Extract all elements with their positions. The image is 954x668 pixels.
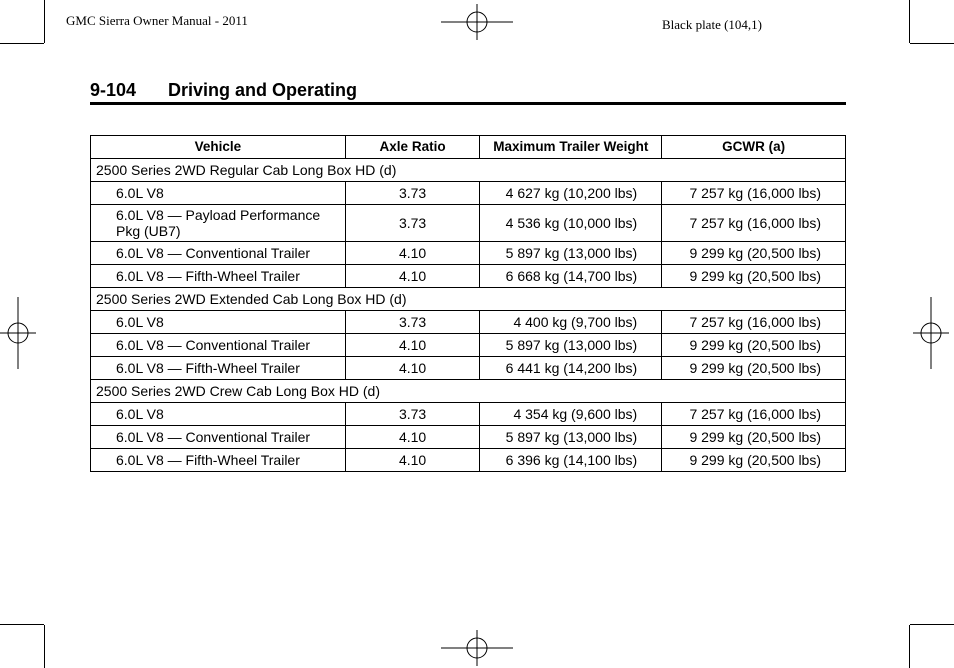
table-row (91, 311, 846, 334)
gcwr-cell: 9 299 kg (20,500 lbs) (662, 357, 846, 380)
column-header: Axle Ratio (345, 136, 480, 159)
vehicle-cell: 6.0L V8 — Payload Performance Pkg (UB7) (91, 205, 346, 242)
plate-label: Black plate (104,1) (662, 17, 762, 32)
axle-ratio-cell: 4.10 (345, 357, 480, 380)
axle-ratio-cell: 3.73 (345, 403, 480, 426)
table-header-row (91, 136, 846, 159)
crop-mark-top-left-h (0, 43, 44, 44)
page-number: 9-104 (90, 80, 137, 100)
gcwr-cell: 9 299 kg (20,500 lbs) (662, 265, 846, 288)
trailer-weight-cell: 4 536 kg (10,000 lbs) (480, 205, 662, 242)
group-heading: 2500 Series 2WD Crew Cab Long Box HD (d) (91, 380, 846, 403)
gcwr-cell: 9 299 kg (20,500 lbs) (662, 449, 846, 472)
vehicle-cell: 6.0L V8 — Fifth-Wheel Trailer (91, 357, 346, 380)
registration-mark-top-icon (441, 4, 513, 40)
column-header: Maximum Trailer Weight (480, 136, 662, 159)
vehicle-cell: 6.0L V8 — Fifth-Wheel Trailer (91, 265, 346, 288)
trailer-weight-cell: 5 897 kg (13,000 lbs) (480, 242, 662, 265)
trailer-weight-cell: 5 897 kg (13,000 lbs) (480, 426, 662, 449)
gcwr-cell: 7 257 kg (16,000 lbs) (662, 311, 846, 334)
trailer-weight-cell: 6 396 kg (14,100 lbs) (480, 449, 662, 472)
vehicle-cell: 6.0L V8 — Conventional Trailer (91, 334, 346, 357)
column-header: Vehicle (91, 136, 346, 159)
table-row (91, 242, 846, 265)
table-row (91, 403, 846, 426)
trailer-weight-cell: 6 441 kg (14,200 lbs) (480, 357, 662, 380)
gcwr-cell: 9 299 kg (20,500 lbs) (662, 242, 846, 265)
group-heading-row (91, 288, 846, 311)
trailer-weight-cell: 6 668 kg (14,700 lbs) (480, 265, 662, 288)
trailer-weight-cell: 4 627 kg (10,200 lbs) (480, 182, 662, 205)
axle-ratio-cell: 4.10 (345, 242, 480, 265)
crop-mark-top-right-h (910, 43, 954, 44)
crop-mark-top-right-v (909, 0, 910, 43)
registration-mark-bottom-icon (441, 630, 513, 666)
table-row (91, 426, 846, 449)
trailer-weight-cell: 4 354 kg (9,600 lbs) (480, 403, 662, 426)
gcwr-cell: 9 299 kg (20,500 lbs) (662, 426, 846, 449)
vehicle-cell: 6.0L V8 — Fifth-Wheel Trailer (91, 449, 346, 472)
table-row (91, 357, 846, 380)
vehicle-cell: 6.0L V8 (91, 403, 346, 426)
crop-mark-bottom-left-v (44, 625, 45, 668)
group-heading: 2500 Series 2WD Extended Cab Long Box HD (d) (91, 288, 846, 311)
group-heading: 2500 Series 2WD Regular Cab Long Box HD (d) (91, 159, 846, 182)
registration-mark-right-icon (913, 297, 949, 369)
crop-mark-bottom-right-h (910, 624, 954, 625)
table-row (91, 182, 846, 205)
manual-title: GMC Sierra Owner Manual - 2011 (66, 13, 248, 28)
crop-mark-bottom-left-h (0, 624, 44, 625)
section-title: Driving and Operating (168, 80, 358, 100)
table-row (91, 334, 846, 357)
crop-mark-bottom-right-v (909, 625, 910, 668)
vehicle-cell: 6.0L V8 (91, 311, 346, 334)
gcwr-cell: 7 257 kg (16,000 lbs) (662, 205, 846, 242)
axle-ratio-cell: 3.73 (345, 311, 480, 334)
vehicle-cell: 6.0L V8 — Conventional Trailer (91, 426, 346, 449)
crop-mark-top-left-v (44, 0, 45, 43)
vehicle-cell: 6.0L V8 — Conventional Trailer (91, 242, 346, 265)
section-heading (90, 80, 846, 105)
group-heading-row (91, 159, 846, 182)
gcwr-cell: 7 257 kg (16,000 lbs) (662, 403, 846, 426)
trailer-weight-table (90, 135, 846, 472)
axle-ratio-cell: 3.73 (345, 205, 480, 242)
axle-ratio-cell: 3.73 (345, 182, 480, 205)
axle-ratio-cell: 4.10 (345, 426, 480, 449)
axle-ratio-cell: 4.10 (345, 449, 480, 472)
table-row (91, 265, 846, 288)
table-row (91, 449, 846, 472)
registration-mark-left-icon (0, 297, 36, 369)
gcwr-cell: 9 299 kg (20,500 lbs) (662, 334, 846, 357)
axle-ratio-cell: 4.10 (345, 334, 480, 357)
column-header: GCWR (a) (662, 136, 846, 159)
trailer-weight-cell: 5 897 kg (13,000 lbs) (480, 334, 662, 357)
group-heading-row (91, 380, 846, 403)
table-row (91, 205, 846, 242)
trailer-weight-cell: 4 400 kg (9,700 lbs) (480, 311, 662, 334)
gcwr-cell: 7 257 kg (16,000 lbs) (662, 182, 846, 205)
vehicle-cell: 6.0L V8 (91, 182, 346, 205)
axle-ratio-cell: 4.10 (345, 265, 480, 288)
